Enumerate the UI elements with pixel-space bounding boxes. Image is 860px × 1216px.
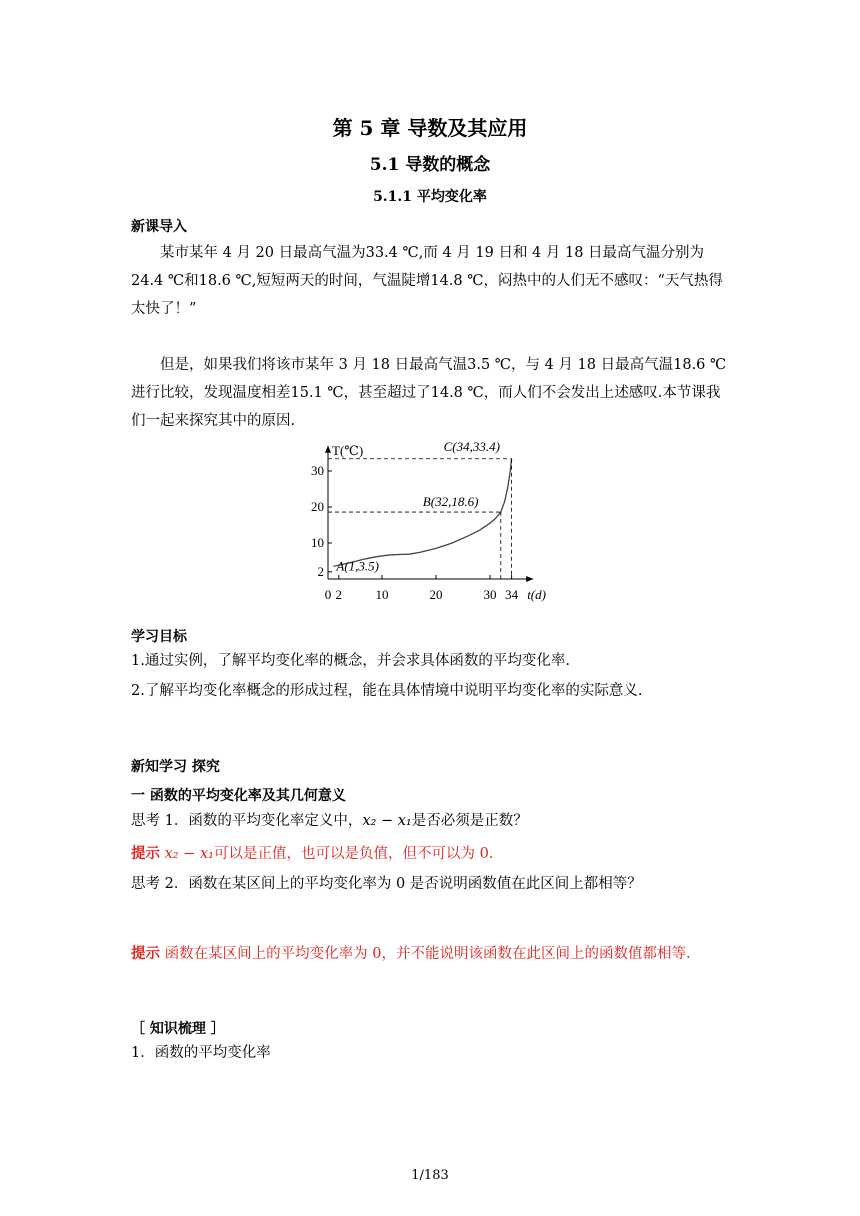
y-tick-label: 30 (311, 463, 324, 478)
a1-formula: x₂ − x₁ (164, 846, 214, 862)
x-axis-arrow (526, 576, 533, 582)
y-tick-label: 2 (317, 563, 324, 579)
intro-paragraph-1: 某市某年 4 月 20 日最高气温为33.4 ℃,而 4 月 19 日和 4 月 18 日最高气温分别为24.4 ℃和18.6 ℃,短短两天的时间，气温陡增14.8 ℃，闷热中的人们无不感叹：“天气热得太快了！” (131, 245, 723, 317)
x-tick-label: 30 (483, 587, 497, 602)
q1-formula: x₂ − x₁ (362, 813, 412, 829)
temperature-chart (300, 438, 570, 610)
section-title: 5.1 导数的概念 (369, 155, 491, 175)
a2-text: 函数在某区间上的平均变化率为 0，并不能说明该函数在此区间上的函数值都相等. (164, 946, 691, 962)
point-a-label: A(1,3.5) (336, 558, 380, 574)
intro-paragraph-2: 但是，如果我们将该市某年 3 月 18 日最高气温3.5 ℃，与 4 月 18 日最高气温18.6 ℃进行比较，发现温度相差15.1 ℃，甚至超过了14.8 ℃，而人们不会发出上述感叹.本节课我们一起来探究其中的原因. (131, 357, 727, 429)
x-tick-label: 20 (429, 587, 443, 602)
chapter-title: 第 5 章 导数及其应用 (332, 116, 528, 140)
page-number: 1/183 (411, 1168, 449, 1183)
y-tick-label: 10 (311, 535, 324, 550)
q1-text-after: 是否必须是正数？ (411, 813, 528, 829)
temperature-curve (333, 459, 511, 567)
summary-item-1: 1．函数的平均变化率 (131, 1045, 271, 1061)
explore-heading: 新知学习 探究 (131, 759, 220, 775)
hint-answer-2 (131, 940, 731, 968)
y-axis-label: T(℃) (332, 442, 364, 458)
goal-item-2: 2.了解平均变化率概念的形成过程，能在具体情境中说明平均变化率的实际意义. (131, 683, 643, 699)
hint-answer-1 (131, 840, 731, 868)
y-axis-arrow (325, 446, 331, 453)
goal-item-1: 1.通过实例，了解平均变化率的概念，并会求具体函数的平均变化率. (131, 653, 570, 669)
explore-subheading: 一 函数的平均变化率及其几何意义 (131, 788, 346, 804)
x-tick-label: 10 (375, 587, 389, 602)
point-c-label: C(34,33.4) (443, 438, 500, 454)
summary-heading: ［ 知识梳理 ］ (131, 1021, 225, 1037)
think-question-1 (131, 807, 731, 835)
x-tick-label: 2 (335, 587, 343, 602)
chart-plot-layer (311, 439, 546, 602)
x-axis-label: t(d) (527, 587, 546, 602)
subsection-title: 5.1.1 平均变化率 (373, 189, 487, 205)
hint-label-2: 提示 (131, 945, 160, 962)
x-tick-label: 0 (324, 587, 332, 602)
think-question-2: 思考 2．函数在某区间上的平均变化率为 0 是否说明函数值在此区间上都相等？ (131, 876, 642, 892)
x-tick-label: 34 (505, 587, 519, 602)
y-tick-label: 20 (311, 499, 324, 514)
a1-text: 可以是正值，也可以是负值，但不可以为 0. (213, 846, 494, 862)
goals-heading: 学习目标 (131, 629, 187, 645)
point-b-label: B(32,18.6) (422, 494, 479, 510)
q1-text-before: 思考 1．函数的平均变化率定义中， (131, 813, 363, 829)
intro-heading: 新课导入 (131, 219, 187, 235)
hint-label: 提示 (131, 845, 160, 862)
